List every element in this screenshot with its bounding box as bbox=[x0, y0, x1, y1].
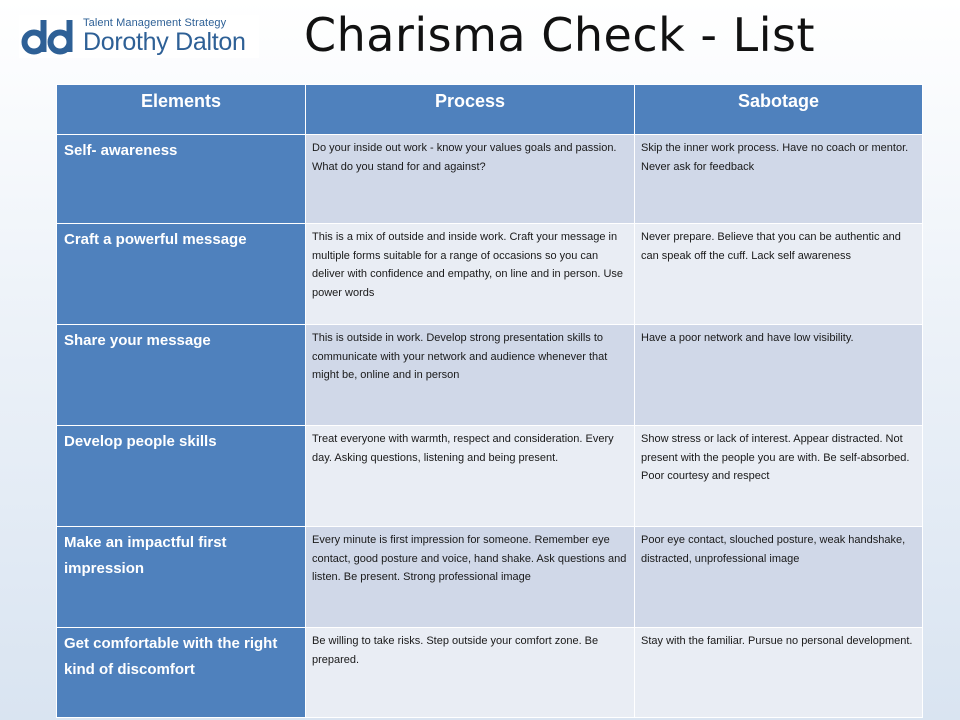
dd-logo-icon bbox=[21, 17, 79, 57]
element-cell: Develop people skills bbox=[57, 426, 306, 527]
element-cell: Share your message bbox=[57, 325, 306, 426]
sabotage-cell: Skip the inner work process. Have no coach or mentor. Never ask for feedback bbox=[635, 135, 923, 224]
page-title: Charisma Check - List bbox=[304, 8, 815, 62]
sabotage-cell: Stay with the familiar. Pursue no personal development. bbox=[635, 628, 923, 718]
process-cell: Treat everyone with warmth, respect and consideration. Every day. Asking questions, listening and being present. bbox=[306, 426, 635, 527]
sabotage-cell: Show stress or lack of interest. Appear distracted. Not present with the people you are with. Be self-absorbed. Poor courtesy and respect bbox=[635, 426, 923, 527]
process-cell: Do your inside out work - know your values goals and passion. What do you stand for and against? bbox=[306, 135, 635, 224]
process-cell: This is outside in work. Develop strong presentation skills to communicate with your network and audience whenever that might be, online and in person bbox=[306, 325, 635, 426]
element-cell: Get comfortable with the right kind of discomfort bbox=[57, 628, 306, 718]
table-row bbox=[57, 527, 923, 628]
table-row bbox=[57, 224, 923, 325]
process-cell: This is a mix of outside and inside work. Craft your message in multiple forms suitable for a range of occasions so you can deliver with confidence and empathy, on line and in person. Use power words bbox=[306, 224, 635, 325]
sabotage-cell: Poor eye contact, slouched posture, weak handshake, distracted, unprofessional image bbox=[635, 527, 923, 628]
table-row bbox=[57, 135, 923, 224]
charisma-table bbox=[56, 84, 923, 718]
table-row bbox=[57, 628, 923, 718]
table-header-row bbox=[57, 85, 923, 135]
logo bbox=[19, 15, 259, 58]
logo-name: Dorothy Dalton bbox=[83, 27, 246, 56]
sabotage-cell: Have a poor network and have low visibility. bbox=[635, 325, 923, 426]
element-cell: Craft a powerful message bbox=[57, 224, 306, 325]
element-cell: Self- awareness bbox=[57, 135, 306, 224]
element-cell: Make an impactful first impression bbox=[57, 527, 306, 628]
header-process: Process bbox=[306, 85, 635, 135]
header-sabotage: Sabotage bbox=[635, 85, 923, 135]
sabotage-cell: Never prepare. Believe that you can be authentic and can speak off the cuff. Lack self awareness bbox=[635, 224, 923, 325]
table-row bbox=[57, 426, 923, 527]
process-cell: Every minute is first impression for someone. Remember eye contact, good posture and voice, hand shake. Ask questions and listen. Be present. Strong professional image bbox=[306, 527, 635, 628]
table-row bbox=[57, 325, 923, 426]
logo-tagline: Talent Management Strategy bbox=[83, 16, 227, 29]
header-elements: Elements bbox=[57, 85, 306, 135]
process-cell: Be willing to take risks. Step outside your comfort zone. Be prepared. bbox=[306, 628, 635, 718]
